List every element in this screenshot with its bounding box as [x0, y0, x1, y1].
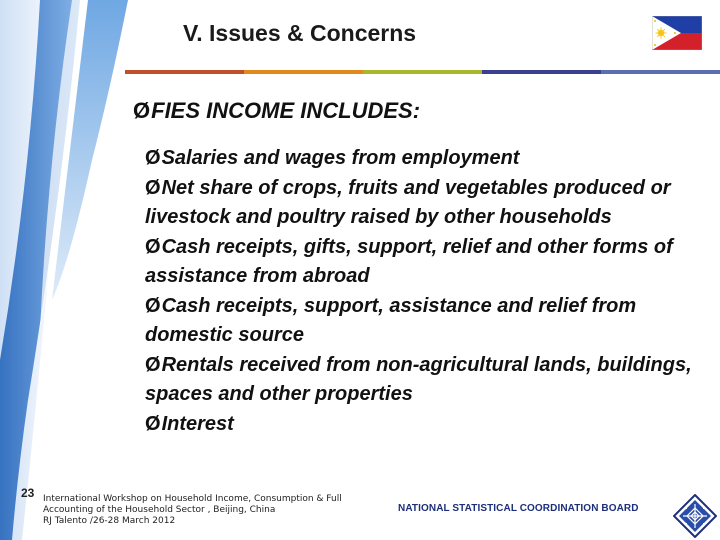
philippine-flag-icon: [652, 16, 702, 50]
footer-note-line: Accounting of the Household Sector , Beijing, China: [43, 505, 276, 515]
list-item: [145, 144, 705, 174]
list-item-text: Salaries and wages from employment: [161, 147, 520, 169]
section-heading: [133, 98, 420, 124]
list-item-text: Rentals received from non-agricultural lands, buildings, spaces and other properties: [145, 353, 692, 405]
arrow-bullet-icon: Ø: [145, 353, 161, 376]
slide-title: V. Issues & Concerns: [183, 20, 417, 46]
list-item-text: Cash receipts, support, assistance and relief from domestic source: [145, 294, 637, 346]
color-bar-segment: [363, 70, 482, 74]
arrow-bullet-icon: Ø: [145, 147, 161, 169]
color-bar-segment: [244, 70, 363, 74]
list-item-text: Cash receipts, gifts, support, relief and other forms of assistance from abroad: [145, 235, 673, 287]
title-color-bar: [125, 70, 720, 74]
left-decorative-swoosh: [0, 0, 130, 540]
arrow-bullet-icon: Ø: [145, 412, 161, 435]
list-item: [145, 351, 705, 410]
color-bar-segment: [125, 70, 244, 74]
footer-note-line: RJ Talento /26-28 March 2012: [43, 516, 176, 526]
footer-note-line: International Workshop on Household Income, Consumption & Full: [43, 494, 342, 504]
arrow-bullet-icon: Ø: [145, 176, 161, 199]
list-item: [145, 174, 705, 233]
nscb-logo-icon: [673, 494, 717, 538]
organization-name: NATIONAL STATISTICAL COORDINATION BOARD: [398, 503, 639, 514]
list-item-text: Net share of crops, fruits and vegetables produced or livestock and poultry raised by other households: [145, 176, 671, 228]
footer-note: [43, 494, 342, 527]
arrow-bullet-icon: Ø: [145, 294, 161, 317]
page-number: 23: [21, 486, 35, 500]
list-item: [145, 292, 705, 351]
arrow-bullet-icon: Ø: [133, 98, 151, 123]
list-item-text: Interest: [161, 412, 234, 435]
section-heading-text: FIES INCOME INCLUDES:: [151, 98, 421, 123]
list-item: [145, 233, 705, 292]
color-bar-segment: [482, 70, 601, 74]
arrow-bullet-icon: Ø: [145, 235, 161, 258]
list-item: [145, 410, 705, 440]
income-items-list: [145, 144, 705, 439]
color-bar-segment: [601, 70, 720, 74]
